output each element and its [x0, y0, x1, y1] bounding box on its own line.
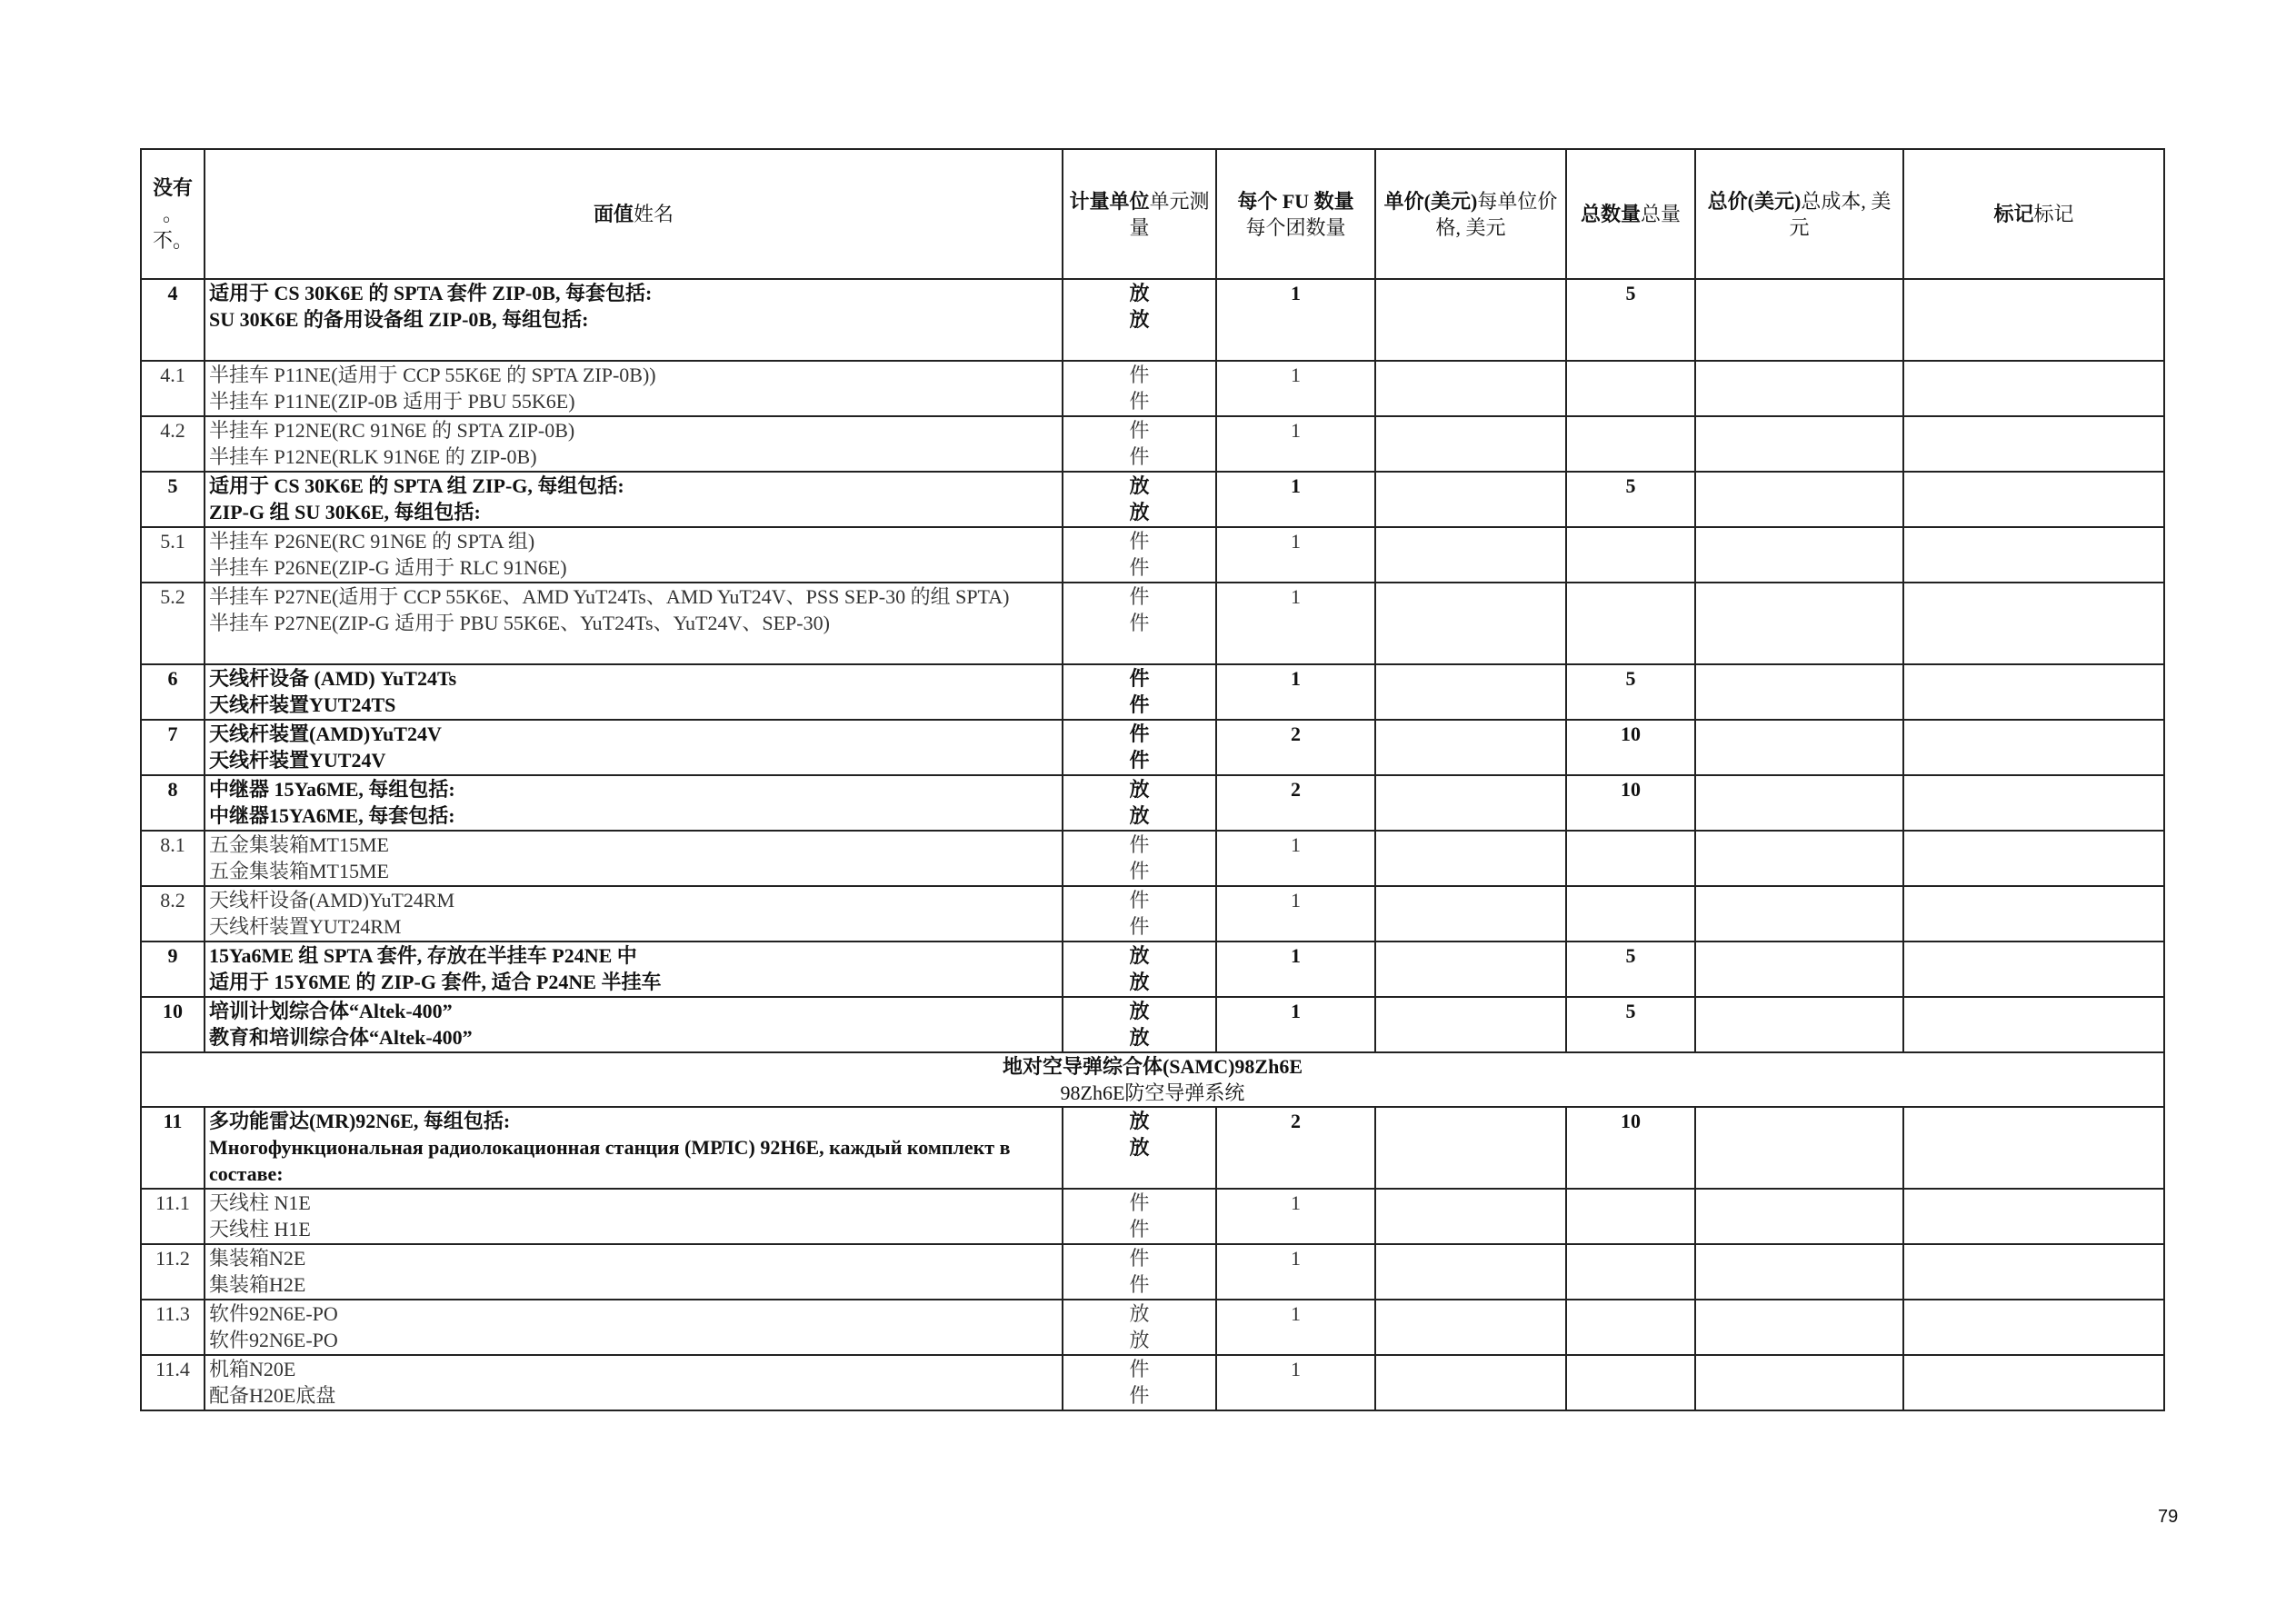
row-total-price-cell [1695, 416, 1903, 472]
row-unit-primary: 放 [1129, 778, 1150, 801]
row-name-cell [205, 1244, 1063, 1300]
row-name-primary: 半挂车 P11NE(适用于 CCP 55K6E 的 SPTA ZIP-0B)) [209, 364, 656, 386]
row-unit-cell [1063, 527, 1216, 583]
row-unit-primary: 件 [1129, 889, 1150, 912]
row-name-secondary: Многофункциональная радиолокационная станция (МРЛС) 92Н6Е, каждый комплект в составе: [209, 1136, 1011, 1185]
row-marking-cell [1903, 664, 2164, 720]
row-unit-price-cell [1375, 997, 1566, 1052]
row-unit-secondary: 放 [1129, 804, 1150, 827]
row-no: 9 [167, 944, 178, 967]
row-marking-cell [1903, 472, 2164, 527]
row-unit-price-cell [1375, 279, 1566, 361]
row-qty: 1 [1291, 585, 1301, 608]
row-unit-cell [1063, 997, 1216, 1052]
row-qty-cell [1216, 1355, 1375, 1410]
row-total-qty-cell [1566, 472, 1695, 527]
row-total-price-cell [1695, 775, 1903, 831]
row-name-cell [205, 886, 1063, 942]
section-subtitle: 98Zh6E防空导弹系统 [1060, 1081, 1245, 1104]
row-name-cell [205, 472, 1063, 527]
row-qty-cell [1216, 416, 1375, 472]
row-unit-cell [1063, 583, 1216, 664]
row-unit-secondary: 件 [1129, 749, 1150, 772]
row-total-qty: 10 [1621, 1110, 1641, 1132]
row-no: 11.2 [155, 1247, 190, 1270]
row-qty: 1 [1291, 833, 1301, 856]
row-marking-cell [1903, 1107, 2164, 1189]
row-name-primary: 适用于 CS 30K6E 的 SPTA 组 ZIP-G, 每组包括: [209, 474, 624, 497]
row-total-price-cell [1695, 279, 1903, 361]
row-total-price-cell [1695, 831, 1903, 886]
row-name-primary: 半挂车 P26NE(RC 91N6E 的 SPTA 组) [209, 530, 535, 553]
row-no: 11.4 [155, 1358, 190, 1380]
row-name-cell [205, 1300, 1063, 1355]
row-unit-secondary: 件 [1129, 860, 1150, 882]
table-row [141, 361, 2164, 416]
table-row [141, 720, 2164, 775]
row-name-cell [205, 664, 1063, 720]
row-unit-secondary: 放 [1129, 1026, 1150, 1049]
header-total-price: 总价(美元)总成本, 美元 [1695, 149, 1903, 279]
row-unit-secondary: 件 [1129, 390, 1150, 413]
row-unit-secondary: 放 [1129, 308, 1150, 331]
row-name-secondary: 天线杆装置YUT24TS [209, 693, 396, 716]
row-name-primary: 适用于 CS 30K6E 的 SPTA 套件 ZIP-0B, 每套包括: [209, 282, 653, 304]
row-total-price-cell [1695, 997, 1903, 1052]
header-total-qty: 总数量总量 [1566, 149, 1695, 279]
row-total-price-cell [1695, 1244, 1903, 1300]
row-no: 7 [167, 722, 178, 745]
row-no-cell [141, 775, 205, 831]
row-unit-primary: 放 [1129, 1302, 1150, 1325]
row-unit-primary: 放 [1129, 1110, 1150, 1132]
row-unit-primary: 件 [1129, 722, 1150, 745]
row-no-cell [141, 997, 205, 1052]
row-total-qty-cell [1566, 720, 1695, 775]
row-no-cell [141, 886, 205, 942]
row-unit-price-cell [1375, 583, 1566, 664]
row-no: 4.1 [160, 364, 185, 386]
row-unit-cell [1063, 1355, 1216, 1410]
row-name-secondary: SU 30K6E 的备用设备组 ZIP-0B, 每组包括: [209, 308, 589, 331]
row-unit-secondary: 件 [1129, 612, 1150, 634]
row-unit-primary: 件 [1129, 1358, 1150, 1380]
page-number: 79 [2158, 1507, 2179, 1527]
row-qty-cell [1216, 720, 1375, 775]
row-unit-price-cell [1375, 831, 1566, 886]
row-name-cell [205, 997, 1063, 1052]
row-no: 5 [167, 474, 178, 497]
row-no-cell [141, 831, 205, 886]
row-name-secondary: 教育和培训综合体“Altek-400” [209, 1026, 473, 1049]
row-qty: 1 [1291, 1302, 1301, 1325]
header-unit-price: 单价(美元)每单位价格, 美元 [1375, 149, 1566, 279]
section-row [141, 1052, 2164, 1107]
row-total-price-cell [1695, 1355, 1903, 1410]
row-total-qty-cell [1566, 361, 1695, 416]
table-row [141, 279, 2164, 361]
table-row [141, 997, 2164, 1052]
row-total-qty-cell [1566, 1107, 1695, 1189]
row-total-qty-cell [1566, 942, 1695, 997]
row-total-price-cell [1695, 1300, 1903, 1355]
row-no: 8.1 [160, 833, 185, 856]
row-no: 8.2 [160, 889, 185, 912]
row-unit-price-cell [1375, 720, 1566, 775]
row-no: 5.2 [160, 585, 185, 608]
row-no: 6 [167, 667, 178, 690]
row-name-secondary: ZIP-G 组 SU 30K6E, 每组包括: [209, 501, 481, 523]
row-unit-secondary: 件 [1129, 445, 1150, 468]
row-unit-cell [1063, 361, 1216, 416]
row-unit-secondary: 放 [1129, 971, 1150, 993]
row-name-secondary: 半挂车 P12NE(RLK 91N6E 的 ZIP-0B) [209, 445, 537, 468]
row-unit-cell [1063, 775, 1216, 831]
row-name-cell [205, 279, 1063, 361]
row-total-qty: 5 [1625, 944, 1636, 967]
row-total-qty: 10 [1621, 778, 1641, 801]
row-qty: 1 [1291, 1191, 1301, 1214]
row-no: 11.3 [155, 1302, 190, 1325]
row-no-cell [141, 1355, 205, 1410]
equipment-table [140, 148, 2165, 1411]
row-unit-cell [1063, 720, 1216, 775]
row-name-secondary: 五金集装箱MT15ME [209, 860, 390, 882]
table-row [141, 583, 2164, 664]
row-total-qty: 5 [1625, 282, 1636, 304]
row-name-cell [205, 1107, 1063, 1189]
row-unit-cell [1063, 1244, 1216, 1300]
row-no: 4.2 [160, 419, 185, 442]
header-unit: 计量单位单元测量 [1063, 149, 1216, 279]
row-unit-cell [1063, 1300, 1216, 1355]
row-total-price-cell [1695, 886, 1903, 942]
row-unit-cell [1063, 1107, 1216, 1189]
row-qty: 2 [1291, 1110, 1301, 1132]
row-name-primary: 15Ya6ME 组 SPTA 套件, 存放在半挂车 P24NE 中 [209, 944, 637, 967]
row-name-secondary: 适用于 15Y6ME 的 ZIP-G 套件, 适合 P24NE 半挂车 [209, 971, 662, 993]
table-row [141, 1355, 2164, 1410]
row-no-cell [141, 583, 205, 664]
row-total-qty-cell [1566, 664, 1695, 720]
row-no-cell [141, 720, 205, 775]
row-qty-cell [1216, 472, 1375, 527]
row-qty: 1 [1291, 364, 1301, 386]
row-qty-cell [1216, 775, 1375, 831]
row-unit-secondary: 放 [1129, 501, 1150, 523]
row-name-cell [205, 831, 1063, 886]
row-unit-primary: 件 [1129, 585, 1150, 608]
row-qty-cell [1216, 1107, 1375, 1189]
row-qty-cell [1216, 1300, 1375, 1355]
row-no-cell [141, 1189, 205, 1244]
row-name-secondary: 天线杆装置YUT24V [209, 749, 386, 772]
row-no-cell [141, 664, 205, 720]
row-qty-cell [1216, 831, 1375, 886]
row-unit-price-cell [1375, 472, 1566, 527]
row-unit-primary: 件 [1129, 530, 1150, 553]
row-no-cell [141, 416, 205, 472]
row-marking-cell [1903, 831, 2164, 886]
row-no-cell [141, 1300, 205, 1355]
row-name-cell [205, 1189, 1063, 1244]
row-total-qty-cell [1566, 1189, 1695, 1244]
row-name-primary: 中继器 15Ya6ME, 每组包括: [209, 778, 455, 801]
row-no: 8 [167, 778, 178, 801]
row-name-primary: 天线杆设备(AMD)YuT24RM [209, 889, 455, 912]
row-name-cell [205, 361, 1063, 416]
row-name-secondary: 半挂车 P11NE(ZIP-0B 适用于 PBU 55K6E) [209, 390, 575, 413]
row-qty: 1 [1291, 474, 1301, 497]
row-no: 11.1 [155, 1191, 190, 1214]
row-total-qty-cell [1566, 527, 1695, 583]
row-unit-cell [1063, 886, 1216, 942]
row-name-cell [205, 942, 1063, 997]
row-no-cell [141, 527, 205, 583]
row-total-qty: 5 [1625, 474, 1636, 497]
row-total-qty-cell [1566, 1355, 1695, 1410]
row-total-qty-cell [1566, 886, 1695, 942]
row-total-qty: 5 [1625, 667, 1636, 690]
row-unit-primary: 件 [1129, 364, 1150, 386]
row-total-qty-cell [1566, 997, 1695, 1052]
row-unit-cell [1063, 942, 1216, 997]
section-title: 地对空导弹综合体(SAMC)98Zh6E [1002, 1055, 1303, 1078]
row-unit-secondary: 件 [1129, 1384, 1150, 1407]
row-no-cell [141, 942, 205, 997]
row-qty-cell [1216, 1189, 1375, 1244]
row-unit-cell [1063, 1189, 1216, 1244]
row-no-cell [141, 361, 205, 416]
row-name-secondary: 集装箱H2E [209, 1273, 306, 1296]
table-row [141, 831, 2164, 886]
row-no-cell [141, 279, 205, 361]
row-name-primary: 天线杆装置(AMD)YuT24V [209, 722, 442, 745]
row-unit-cell [1063, 664, 1216, 720]
row-marking-cell [1903, 1189, 2164, 1244]
row-name-cell [205, 775, 1063, 831]
equipment-table-sheet [140, 148, 2163, 1411]
row-marking-cell [1903, 720, 2164, 775]
row-qty-cell [1216, 942, 1375, 997]
row-marking-cell [1903, 1300, 2164, 1355]
table-row [141, 886, 2164, 942]
row-no: 11 [163, 1110, 183, 1132]
table-row [141, 1300, 2164, 1355]
row-unit-secondary: 件 [1129, 915, 1150, 938]
section-cell [141, 1052, 2164, 1107]
row-total-qty-cell [1566, 279, 1695, 361]
row-total-price-cell [1695, 472, 1903, 527]
row-unit-price-cell [1375, 775, 1566, 831]
row-marking-cell [1903, 527, 2164, 583]
row-unit-primary: 件 [1129, 1191, 1150, 1214]
table-row [141, 1107, 2164, 1189]
row-unit-cell [1063, 416, 1216, 472]
header-qty-per-fu: 每个 FU 数量 每个团数量 [1216, 149, 1375, 279]
row-total-qty-cell [1566, 1300, 1695, 1355]
row-total-price-cell [1695, 720, 1903, 775]
row-name-cell [205, 583, 1063, 664]
row-marking-cell [1903, 997, 2164, 1052]
row-name-primary: 软件92N6E-PO [209, 1302, 338, 1325]
header-name: 面值姓名 [205, 149, 1063, 279]
row-unit-primary: 放 [1129, 944, 1150, 967]
row-no: 4 [167, 282, 178, 304]
row-total-price-cell [1695, 664, 1903, 720]
row-qty-cell [1216, 361, 1375, 416]
row-total-price-cell [1695, 942, 1903, 997]
row-name-primary: 天线杆设备 (AMD) YuT24Ts [209, 667, 457, 690]
row-unit-cell [1063, 831, 1216, 886]
row-qty: 1 [1291, 282, 1301, 304]
row-marking-cell [1903, 583, 2164, 664]
row-no-cell [141, 1107, 205, 1189]
table-row [141, 664, 2164, 720]
row-unit-price-cell [1375, 1244, 1566, 1300]
row-name-secondary: 天线杆装置YUT24RM [209, 915, 402, 938]
row-no-cell [141, 472, 205, 527]
row-qty: 2 [1291, 778, 1301, 801]
table-header-row [141, 149, 2164, 279]
row-unit-price-cell [1375, 664, 1566, 720]
row-qty-cell [1216, 886, 1375, 942]
row-no: 5.1 [160, 530, 185, 553]
row-total-qty-cell [1566, 1244, 1695, 1300]
row-qty-cell [1216, 664, 1375, 720]
row-total-price-cell [1695, 1107, 1903, 1189]
row-marking-cell [1903, 1355, 2164, 1410]
row-unit-primary: 放 [1129, 474, 1150, 497]
row-name-secondary: 半挂车 P27NE(ZIP-G 适用于 PBU 55K6E、YuT24Ts、YuT24V、SEP-30) [209, 612, 830, 634]
row-name-primary: 天线柱 N1E [209, 1191, 311, 1214]
row-qty-cell [1216, 1244, 1375, 1300]
row-name-primary: 培训计划综合体“Altek-400” [209, 1000, 453, 1022]
row-unit-secondary: 件 [1129, 556, 1150, 579]
row-unit-price-cell [1375, 361, 1566, 416]
header-no: 没有 。不。 [141, 149, 205, 279]
row-marking-cell [1903, 416, 2164, 472]
row-total-price-cell [1695, 361, 1903, 416]
table-row [141, 416, 2164, 472]
row-name-secondary: 半挂车 P26NE(ZIP-G 适用于 RLC 91N6E) [209, 556, 567, 579]
table-row [141, 472, 2164, 527]
row-unit-secondary: 放 [1129, 1329, 1150, 1351]
row-marking-cell [1903, 1244, 2164, 1300]
row-name-primary: 集装箱N2E [209, 1247, 306, 1270]
row-total-qty-cell [1566, 583, 1695, 664]
row-total-qty: 10 [1621, 722, 1641, 745]
row-marking-cell [1903, 775, 2164, 831]
row-unit-price-cell [1375, 1355, 1566, 1410]
row-unit-secondary: 件 [1129, 1273, 1150, 1296]
row-unit-cell [1063, 472, 1216, 527]
row-no: 10 [163, 1000, 183, 1022]
row-no-cell [141, 1244, 205, 1300]
row-qty-cell [1216, 279, 1375, 361]
row-unit-primary: 件 [1129, 833, 1150, 856]
row-name-cell [205, 527, 1063, 583]
row-total-qty-cell [1566, 775, 1695, 831]
row-unit-price-cell [1375, 1300, 1566, 1355]
row-unit-price-cell [1375, 886, 1566, 942]
table-row [141, 775, 2164, 831]
row-total-qty-cell [1566, 831, 1695, 886]
row-qty-cell [1216, 997, 1375, 1052]
row-marking-cell [1903, 361, 2164, 416]
row-name-primary: 五金集装箱MT15ME [209, 833, 390, 856]
row-name-primary: 多功能雷达(MR)92N6E, 每组包括: [209, 1110, 511, 1132]
row-name-primary: 半挂车 P12NE(RC 91N6E 的 SPTA ZIP-0B) [209, 419, 575, 442]
row-name-secondary: 软件92N6E-PO [209, 1329, 338, 1351]
row-name-secondary: 天线柱 H1E [209, 1218, 311, 1240]
row-name-secondary: 配备H20E底盘 [209, 1384, 336, 1407]
row-marking-cell [1903, 279, 2164, 361]
row-total-price-cell [1695, 583, 1903, 664]
row-unit-price-cell [1375, 1107, 1566, 1189]
row-unit-primary: 件 [1129, 419, 1150, 442]
row-qty: 1 [1291, 944, 1301, 967]
row-unit-secondary: 放 [1129, 1136, 1150, 1159]
table-row [141, 942, 2164, 997]
row-unit-primary: 件 [1129, 667, 1150, 690]
row-marking-cell [1903, 942, 2164, 997]
row-unit-primary: 件 [1129, 1247, 1150, 1270]
row-total-price-cell [1695, 527, 1903, 583]
row-qty: 1 [1291, 419, 1301, 442]
row-qty: 1 [1291, 1358, 1301, 1380]
row-unit-cell [1063, 279, 1216, 361]
row-qty: 1 [1291, 530, 1301, 553]
row-marking-cell [1903, 886, 2164, 942]
row-unit-price-cell [1375, 1189, 1566, 1244]
row-name-primary: 半挂车 P27NE(适用于 CCP 55K6E、AMD YuT24Ts、AMD YuT24V、PSS SEP-30 的组 SPTA) [209, 585, 1010, 608]
row-unit-price-cell [1375, 416, 1566, 472]
header-marking: 标记标记 [1903, 149, 2164, 279]
table-row [141, 1244, 2164, 1300]
row-qty: 2 [1291, 722, 1301, 745]
row-unit-price-cell [1375, 942, 1566, 997]
table-row [141, 527, 2164, 583]
row-qty: 1 [1291, 889, 1301, 912]
row-total-qty: 5 [1625, 1000, 1636, 1022]
row-qty-cell [1216, 527, 1375, 583]
row-qty: 1 [1291, 667, 1301, 690]
row-name-primary: 机箱N20E [209, 1358, 296, 1380]
row-qty: 1 [1291, 1247, 1301, 1270]
row-unit-primary: 放 [1129, 282, 1150, 304]
row-unit-secondary: 件 [1129, 1218, 1150, 1240]
row-name-cell [205, 720, 1063, 775]
row-name-cell [205, 416, 1063, 472]
row-total-qty-cell [1566, 416, 1695, 472]
row-unit-primary: 放 [1129, 1000, 1150, 1022]
row-name-secondary: 中继器15YA6ME, 每套包括: [209, 804, 455, 827]
row-unit-price-cell [1375, 527, 1566, 583]
row-qty-cell [1216, 583, 1375, 664]
table-row [141, 1189, 2164, 1244]
row-total-price-cell [1695, 1189, 1903, 1244]
row-name-cell [205, 1355, 1063, 1410]
row-unit-secondary: 件 [1129, 693, 1150, 716]
row-qty: 1 [1291, 1000, 1301, 1022]
